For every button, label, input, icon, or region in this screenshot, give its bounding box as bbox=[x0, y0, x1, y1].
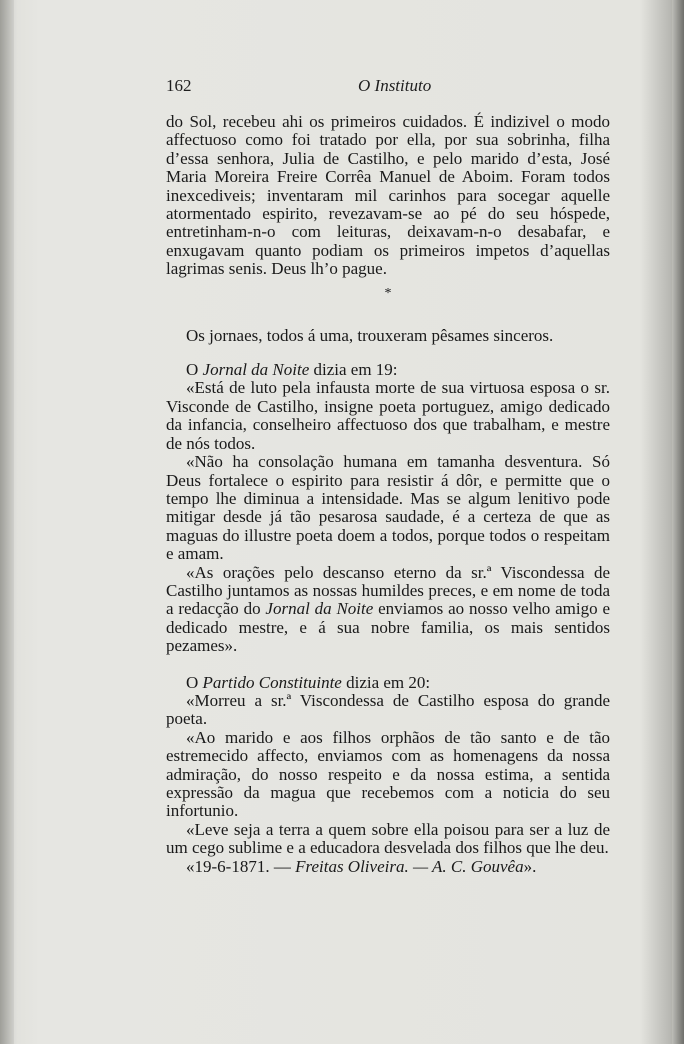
section-separator: * bbox=[384, 285, 392, 301]
paragraph-care: do Sol, recebeu ahi os primeiros cuidados. É indizivel o modo affectuoso como foi tratado por ella, por sua sobrinha, filha d’essa senhora, Julia de Castilho, e pelo marido d’esta, José Maria Moreira Freire Corrêa Manuel de Aboim. Foram todos inexcediveis; inventaram mil carinhos para socegar aquelle atormentado espirito, revezavam-se ao pé do seu hóspede, entretinham-n-o com leituras, deixavam-n-o desabafar, e enxugavam quanto podiam os primeiros impetos d’aquellas lagrimas senis. Deus lh’o pague. bbox=[166, 112, 610, 279]
quote-leve: «Leve seja a terra a quem sobre ella poisou para ser a luz de um cego sublime e a educadora desvelada dos filhos que lhe deu. bbox=[166, 819, 610, 858]
quote-morreu: «Morreu a sr.ª Viscondessa de Castilho esposa do grande poeta. bbox=[166, 690, 610, 729]
text-suffix: enviamos ao nosso velho amigo e dedicado mestre, e á sua nobre familia, os mais sentidos pezames». bbox=[166, 599, 610, 656]
text-prefix: O bbox=[186, 360, 203, 380]
text-suffix: dizia em 20: bbox=[341, 672, 431, 692]
page-outer-edge bbox=[672, 0, 684, 1044]
text-prefix: «As orações pelo descanso eterno da sr.ª Viscondessa de Castilho juntamos as nossas humildes preces, e em nome de toda a redacção do bbox=[166, 562, 610, 619]
newspaper-title: Jornal da Noite bbox=[202, 360, 310, 380]
page-header bbox=[166, 76, 604, 98]
text-suffix: ». bbox=[523, 856, 537, 876]
paragraph-partido-intro bbox=[166, 674, 610, 692]
text-suffix: dizia em 19: bbox=[309, 360, 398, 380]
quote-marido: «Ao marido e aos filhos orphãos de tão santo e de tão estremecido affecto, enviamos com as homenagens da nossa admiração, do nosso respeito e da nossa estima, a sentida expressão da magua que recebemos com a noticia do seu infortunio. bbox=[166, 727, 610, 821]
newspaper-title: Jornal da Noite bbox=[265, 599, 374, 619]
page-binding-edge bbox=[0, 0, 14, 1044]
newspaper-title: Partido Constituinte bbox=[202, 672, 342, 692]
paragraph-jornal-intro bbox=[166, 361, 610, 379]
paragraph-jornaes: Os jornaes, todos á uma, trouxeram pêsames sinceros. bbox=[186, 325, 554, 345]
signature-names: Freitas Oliveira. — A. C. Gouvêa bbox=[295, 856, 524, 876]
text-prefix: O bbox=[186, 672, 203, 692]
quote-consolacao: «Não ha consolação humana em tamanha desventura. Só Deus fortalece o espirito para resistir á dôr, e permitte que o tempo lhe diminua a intensidade. Mas se algum lenitivo pode mitigar desde já tão pesarosa saudade, é a certeza de que as maguas do illustre poeta doem a todos, porque todos o respeitam e amam. bbox=[166, 452, 610, 564]
signature-line bbox=[166, 858, 610, 876]
quote-oracoes bbox=[166, 564, 610, 656]
page-number: 162 bbox=[166, 76, 192, 95]
running-title: O Instituto bbox=[358, 76, 432, 95]
signature-date: «19-6-1871. — bbox=[186, 856, 296, 876]
body-text bbox=[166, 113, 610, 876]
quote-luto: «Está de luto pela infausta morte de sua virtuosa esposa o sr. Visconde de Castilho, insigne poeta portuguez, amigo dedicado da infancia, conselheiro affectuoso dos que trabalham, e mestre de nós todos. bbox=[166, 378, 610, 453]
